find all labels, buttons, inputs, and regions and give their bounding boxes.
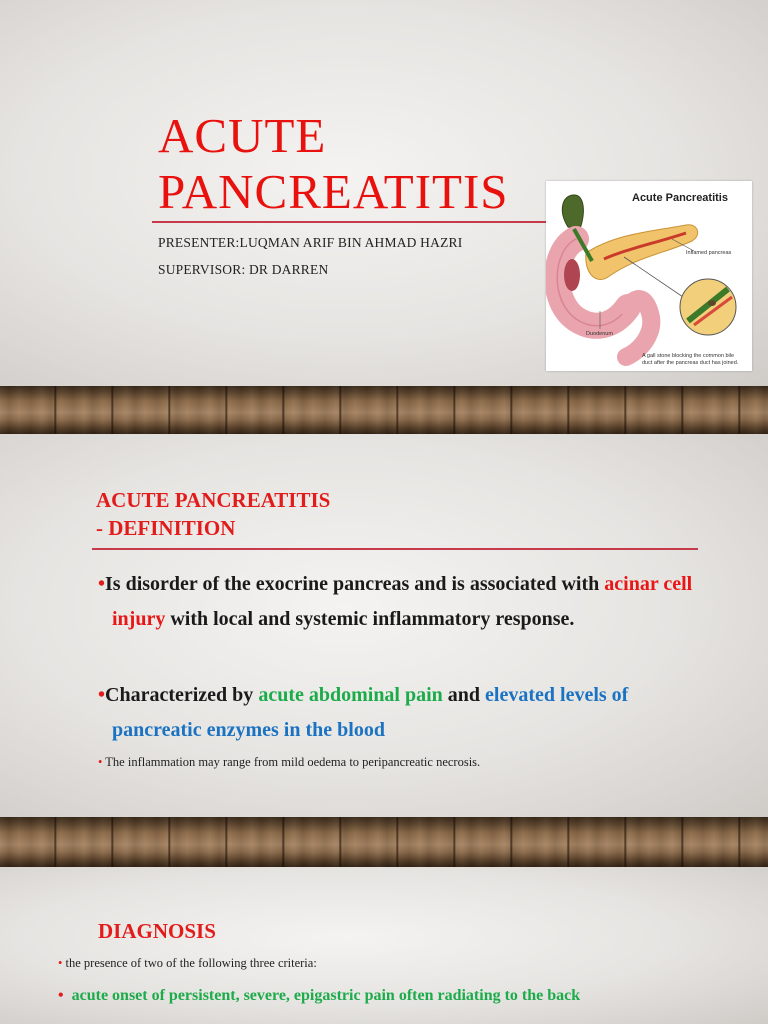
criterion-1 bbox=[58, 987, 580, 1005]
criteria-intro bbox=[58, 956, 317, 971]
definition-heading-line-1: ACUTE PANCREATITIS bbox=[96, 488, 331, 512]
wood-divider bbox=[0, 817, 768, 867]
definition-heading bbox=[96, 486, 330, 542]
bullet-characterized bbox=[98, 678, 712, 748]
title-line-1: ACUTE bbox=[158, 108, 327, 163]
label-duodenum: Duodenum bbox=[586, 331, 613, 337]
bullet-text: the presence of two of the following three criteria: bbox=[65, 956, 317, 970]
bullet-inflammation-range bbox=[98, 755, 731, 770]
title-slide bbox=[0, 0, 768, 386]
bullet-text: Is disorder of the exocrine pancreas and is associated with bbox=[105, 573, 605, 595]
presenter-text: PRESENTER:LUQMAN ARIF BIN AHMAD HAZRI bbox=[158, 235, 463, 250]
diagnosis-slide bbox=[0, 867, 768, 1024]
title-divider bbox=[152, 221, 548, 223]
bullet-text: acute onset of persistent, severe, epigastric pain often radiating to the back bbox=[71, 987, 581, 1004]
bullet-text: with local and systemic inflammatory response. bbox=[165, 608, 575, 630]
wood-divider bbox=[0, 386, 768, 434]
caption-line-2: duct after the pancreas duct has joined. bbox=[642, 360, 739, 366]
title-line-2: PANCREATITIS bbox=[158, 164, 509, 219]
bullet-text: and bbox=[442, 684, 486, 706]
pancreas-illustration bbox=[546, 181, 752, 371]
definition-heading-line-2: - DEFINITION bbox=[96, 516, 236, 540]
bullet-marker: • bbox=[58, 987, 64, 1004]
pancreas-anatomy-drawing bbox=[546, 181, 752, 371]
definition-slide bbox=[0, 434, 768, 817]
bullet-definition bbox=[98, 567, 712, 637]
diagnosis-heading: DIAGNOSIS bbox=[98, 919, 216, 943]
caption-line-1: A gall stone blocking the common bile bbox=[642, 353, 735, 359]
bullet-marker: • bbox=[58, 956, 63, 970]
bullet-text: Characterized by bbox=[105, 684, 259, 706]
highlight-enzymes: elevated levels of pancreatic enzymes in the blood bbox=[112, 684, 629, 741]
bullet-marker: • bbox=[98, 573, 106, 595]
label-inflamed-pancreas: Inflamed pancreas bbox=[686, 250, 732, 256]
highlight-abdominal-pain: acute abdominal pain bbox=[258, 684, 443, 706]
supervisor-text: SUPERVISOR: DR DARREN bbox=[158, 262, 329, 277]
bullet-marker: • bbox=[98, 684, 106, 706]
bullet-text: The inflammation may range from mild oedema to peripancreatic necrosis. bbox=[105, 755, 481, 769]
slide-title bbox=[158, 108, 509, 220]
bullet-marker: • bbox=[98, 755, 103, 769]
highlight-acinar-cell-injury: acinar cell injury bbox=[112, 573, 693, 630]
figure-title: Acute Pancreatitis bbox=[632, 192, 728, 204]
heading-divider bbox=[92, 548, 698, 550]
